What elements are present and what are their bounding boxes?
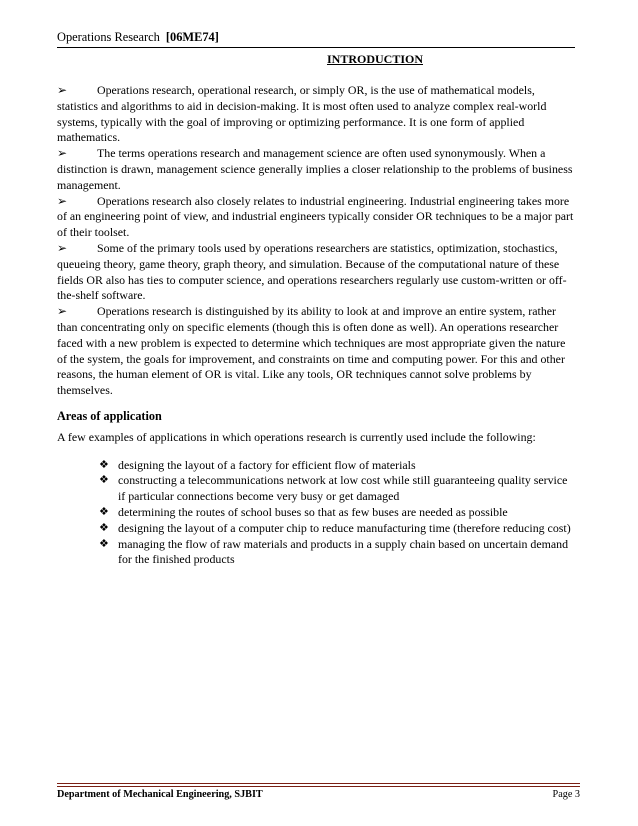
diamond-bullet-icon: ❖ xyxy=(99,521,109,534)
list-item xyxy=(99,458,575,474)
list-item xyxy=(99,537,575,569)
list-item-text: managing the flow of raw materials and products in a supply chain based on uncertain demand for the finished products xyxy=(118,536,569,567)
running-header xyxy=(57,30,575,45)
footer-department: Department of Mechanical Engineering, SJBIT xyxy=(57,789,263,800)
diamond-bullet-icon: ❖ xyxy=(99,474,109,487)
section-title-introduction: INTRODUCTION xyxy=(326,52,423,66)
page-number: Page 3 xyxy=(552,789,580,800)
section-heading-applications: Areas of application xyxy=(57,408,162,423)
intro-paragraph xyxy=(57,146,575,193)
footer-divider-thin xyxy=(57,786,580,787)
header-title: Operations Research xyxy=(57,30,160,44)
arrow-bullet-icon: ➢ xyxy=(57,304,67,319)
intro-paragraph xyxy=(57,241,575,304)
arrow-bullet-icon: ➢ xyxy=(57,240,67,255)
arrow-bullet-icon: ➢ xyxy=(57,146,67,161)
list-item xyxy=(99,505,575,521)
list-item-text: designing the layout of a computer chip to reduce manufacturing time (therefore reducing cost) xyxy=(118,520,571,535)
paragraph-text: Operations research is distinguished by its ability to look at and improve an entire system, rather than concentrating only on specific elements (though this is often done as well). An operations researcher faced with a new problem is expected to determine which techniques are most appropriate given the nature of the system, the goals for improvement, and constraints on time and computing power. For this and other reasons, the human element of OR is vital. Like any tools, OR techniques cannot solve problems by themselves. xyxy=(57,304,566,398)
intro-paragraph xyxy=(57,304,575,399)
running-footer xyxy=(57,788,580,802)
header-divider xyxy=(57,47,575,48)
diamond-bullet-icon: ❖ xyxy=(99,537,109,550)
arrow-bullet-icon: ➢ xyxy=(57,193,67,208)
paragraph-text: Some of the primary tools used by operations researchers are statistics, optimization, stochastics, queueing theory, game theory, graph theory, and simulation. Because of the computational nature of these fields OR also has ties to computer science, and operations researchers regularly use custom-written or off-the-shelf software. xyxy=(57,240,567,303)
footer-divider xyxy=(57,783,580,784)
header-course-code: [06ME74] xyxy=(165,30,219,44)
diamond-bullet-icon: ❖ xyxy=(99,458,109,471)
paragraph-text: Operations research, operational research, or simply OR, is the use of mathematical models, statistics and algorithms to aid in decision-making. It is most often used to analyze complex real-world systems, typically with the goal of improving or optimizing performance. It is one form of applied mathematics. xyxy=(57,83,547,145)
list-item-text: designing the layout of a factory for efficient flow of materials xyxy=(118,457,416,472)
paragraph-text: The terms operations research and management science are often used synonymously. When a distinction is drawn, management science generally implies a closer relationship to the problems of business management. xyxy=(57,146,573,192)
intro-paragraph xyxy=(57,194,575,241)
intro-paragraph xyxy=(57,83,575,146)
applications-intro: A few examples of applications in which operations research is currently used include the following: xyxy=(57,429,536,444)
arrow-bullet-icon: ➢ xyxy=(57,83,67,97)
diamond-bullet-icon: ❖ xyxy=(99,505,109,518)
list-item-text: determining the routes of school buses so that as few buses are needed as possible xyxy=(118,504,508,519)
paragraph-text: Operations research also closely relates to industrial engineering. Industrial engineering takes more of an engineering point of view, and industrial engineers typically consider OR techniques to be a major part of their toolset. xyxy=(57,193,574,240)
list-item-text: constructing a telecommunications network at low cost while still guaranteeing quality service if particular connections become very busy or get damaged xyxy=(118,473,568,504)
list-item xyxy=(99,473,575,505)
applications-list xyxy=(57,458,575,569)
page-content xyxy=(57,51,575,568)
list-item xyxy=(99,521,575,537)
